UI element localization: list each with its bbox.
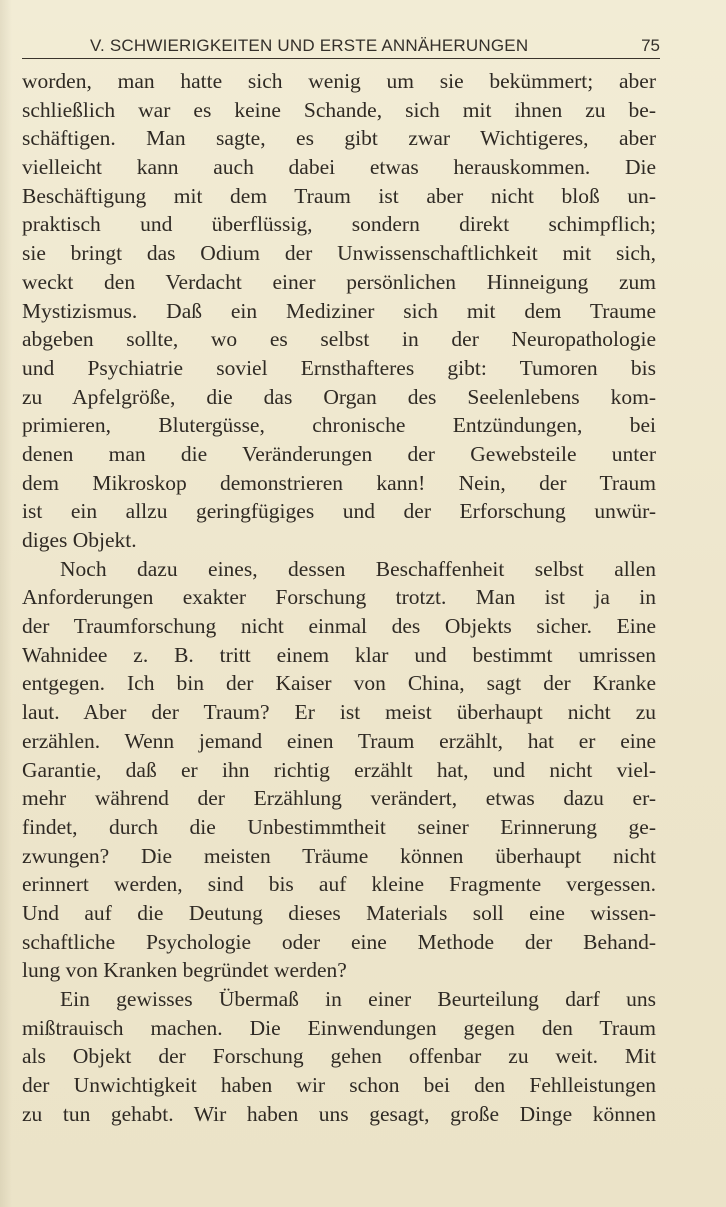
text-line: lung von Kranken begründet werden? <box>22 958 347 983</box>
text-line: dem Mikroskop demonstrieren kann! Nein, der Traum <box>22 470 656 495</box>
text-line: schaftliche Psychologie oder eine Methode der Behand- <box>22 929 656 954</box>
text-line: abgeben sollte, wo es selbst in der Neuropathologie <box>22 327 656 352</box>
text-line: als Objekt der Forschung gehen offenbar zu weit. Mit <box>22 1044 656 1069</box>
text-line: sie bringt das Odium der Unwissenschaftlichkeit mit sich, <box>22 241 656 266</box>
running-header <box>22 34 660 59</box>
text-line: zu Apfelgröße, die das Organ des Seelenlebens kom- <box>22 384 656 409</box>
text-line: Und auf die Deutung dieses Materials soll eine wissen- <box>22 900 656 925</box>
body-text <box>22 67 656 1128</box>
text-line: der Traumforschung nicht einmal des Objekts sicher. Eine <box>22 614 656 639</box>
text-line: und Psychiatrie soviel Ernsthafteres gibt: Tumoren bis <box>22 355 656 380</box>
text-line: erzählen. Wenn jemand einen Traum erzählt, hat er eine <box>22 728 656 753</box>
page-number: 75 <box>641 36 660 55</box>
text-line: schließlich war es keine Schande, sich mit ihnen zu be- <box>22 97 656 122</box>
text-line: zu tun gehabt. Wir haben uns gesagt, große Dinge können <box>22 1101 656 1126</box>
paragraph-2 <box>22 555 656 985</box>
text-line: Anforderungen exakter Forschung trotzt. Man ist ja in <box>22 585 656 610</box>
text-line: weckt den Verdacht einer persönlichen Hinneigung zum <box>22 269 656 294</box>
text-line: Wahnidee z. B. tritt einem klar und bestimmt umrissen <box>22 642 656 667</box>
text-line: Mystizismus. Daß ein Mediziner sich mit dem Traume <box>22 298 656 323</box>
page-gutter-shadow <box>0 0 12 1207</box>
text-line: laut. Aber der Traum? Er ist meist überhaupt nicht zu <box>22 700 656 725</box>
text-line: Beschäftigung mit dem Traum ist aber nicht bloß un- <box>22 183 656 208</box>
text-line: Noch dazu eines, dessen Beschaffenheit selbst allen <box>60 556 656 581</box>
text-line: erinnert werden, sind bis auf kleine Fragmente vergessen. <box>22 872 656 897</box>
text-line: Ein gewisses Übermaß in einer Beurteilung darf uns <box>60 987 656 1011</box>
text-line: ist ein allzu geringfügiges und der Erforschung unwür- <box>22 499 656 524</box>
paragraph-3 <box>22 985 656 1128</box>
text-line: primieren, Blutergüsse, chronische Entzündungen, bei <box>22 413 656 438</box>
text-line: mißtrauisch machen. Die Einwendungen gegen den Traum <box>22 1015 656 1040</box>
text-line: vielleicht kann auch dabei etwas herauskommen. Die <box>22 155 656 180</box>
text-line: zwungen? Die meisten Träume können überhaupt nicht <box>22 843 656 868</box>
text-line: denen man die Veränderungen der Gewebsteile unter <box>22 441 656 466</box>
text-line: Garantie, daß er ihn richtig erzählt hat, und nicht viel- <box>22 757 656 782</box>
text-line: entgegen. Ich bin der Kaiser von China, sagt der Kranke <box>22 671 656 696</box>
text-line: diges Objekt. <box>22 528 137 552</box>
text-line: worden, man hatte sich wenig um sie bekümmert; aber <box>22 69 656 93</box>
text-line: findet, durch die Unbestimmtheit seiner Erinnerung ge- <box>22 814 656 839</box>
text-line: praktisch und überflüssig, sondern direkt schimpflich; <box>22 212 656 237</box>
text-line: der Unwichtigkeit haben wir schon bei den Fehlleistungen <box>22 1073 656 1098</box>
chapter-title: V. SCHWIERIGKEITEN UND ERSTE ANNÄHERUNGEN <box>90 36 529 55</box>
paragraph-1 <box>22 67 656 555</box>
text-line: schäftigen. Man sagte, es gibt zwar Wichtigeres, aber <box>22 126 656 151</box>
text-line: mehr während der Erzählung verändert, etwas dazu er- <box>22 786 656 811</box>
